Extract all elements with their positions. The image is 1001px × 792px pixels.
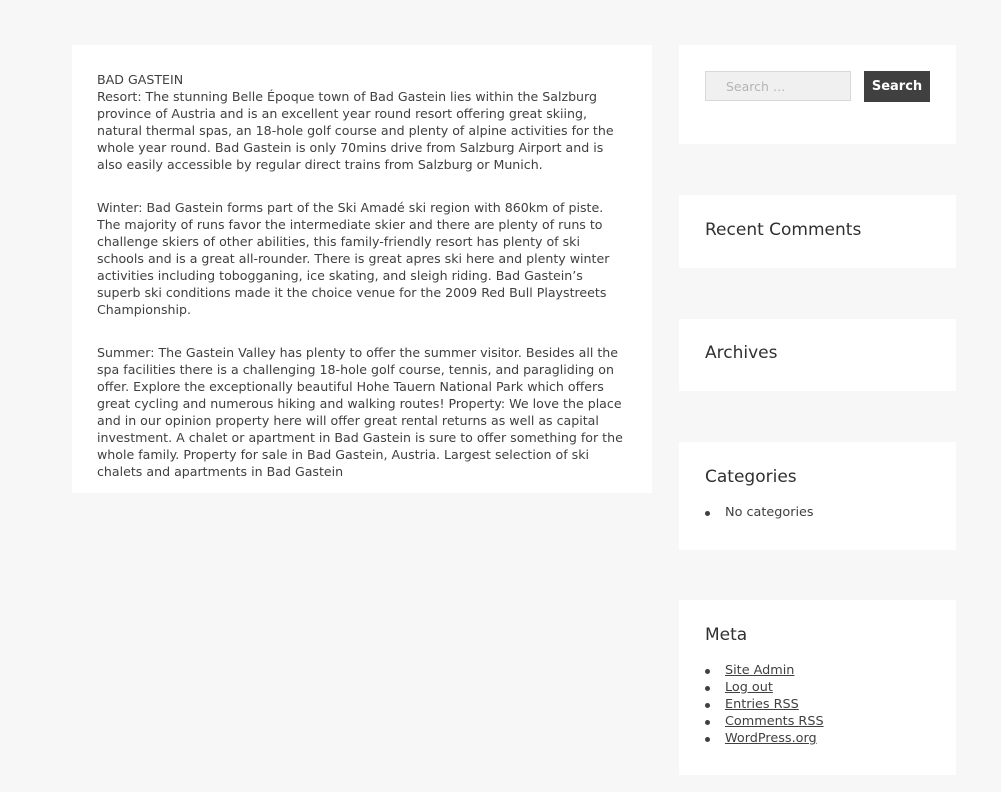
meta-widget [679,600,956,775]
archives-widget [679,319,956,391]
archives-title: Archives [705,343,778,363]
category-label: No categories [725,505,814,520]
wordpress-org-link[interactable]: WordPress.org [725,731,817,746]
meta-item-comments-rss [705,713,824,730]
article-card [72,45,652,493]
category-item [705,504,814,521]
meta-item-entries-rss [705,696,824,713]
meta-title: Meta [705,625,748,645]
bullet-icon [705,737,710,742]
meta-item-site-admin [705,662,824,679]
article-heading: BAD GASTEIN [97,72,184,87]
categories-title: Categories [705,467,797,487]
article-winter-paragraph: Winter: Bad Gastein forms part of the Ski Amadé ski region with 860km of piste. The majority of runs favor the intermediate skier and there are plenty of runs to challenge skiers of other abilities, this family-friendly resort has plenty of ski schools and is a great all-rounder. There is great apres ski here and plenty winter activities including tobogganing, ice skating, and sleigh riding. Bad Gastein’s superb ski conditions made it the choice venue for the 2009 Red Bull Playstreets Championship. [97,200,610,317]
recent-comments-widget [679,195,956,268]
bullet-icon [705,686,710,691]
site-admin-link[interactable]: Site Admin [725,663,795,678]
search-button[interactable]: Search [864,71,930,102]
article-resort-paragraph [97,71,629,173]
categories-widget [679,442,956,550]
bullet-icon [705,703,710,708]
entries-rss-link[interactable]: Entries RSS [725,697,799,712]
meta-item-log-out [705,679,824,696]
bullet-icon [705,511,710,516]
meta-item-wordpress-org [705,730,824,747]
search-input[interactable] [705,71,851,101]
bullet-icon [705,720,710,725]
categories-list [705,504,814,521]
bullet-icon [705,669,710,674]
log-out-link[interactable]: Log out [725,680,773,695]
article-summer-paragraph: Summer: The Gastein Valley has plenty to offer the summer visitor. Besides all the spa facilities there is a challenging 18-hole golf course, tennis, and paragliding on offer. Explore the exceptionally beautiful Hohe Tauern National Park which offers great cycling and numerous hiking and walking routes! Property: We love the place and in our opinion property here will offer great rental returns as well as capital investment. A chalet or apartment in Bad Gastein is sure to offer something for the whole family. Property for sale in Bad Gastein, Austria. Largest selection of ski chalets and apartments in Bad Gastein [97,345,623,479]
recent-comments-title: Recent Comments [705,220,862,240]
resort-text: Resort: The stunning Belle Époque town of Bad Gastein lies within the Salzburg province of Austria and is an excellent year round resort offering great skiing, natural thermal spas, an 18-hole golf course and plenty of alpine activities for the whole year round. Bad Gastein is only 70mins drive from Salzburg Airport and is also easily accessible by regular direct trains from Salzburg or Munich. [97,89,614,172]
comments-rss-link[interactable]: Comments RSS [725,714,824,729]
meta-links-list [705,662,824,747]
search-widget [679,45,956,144]
